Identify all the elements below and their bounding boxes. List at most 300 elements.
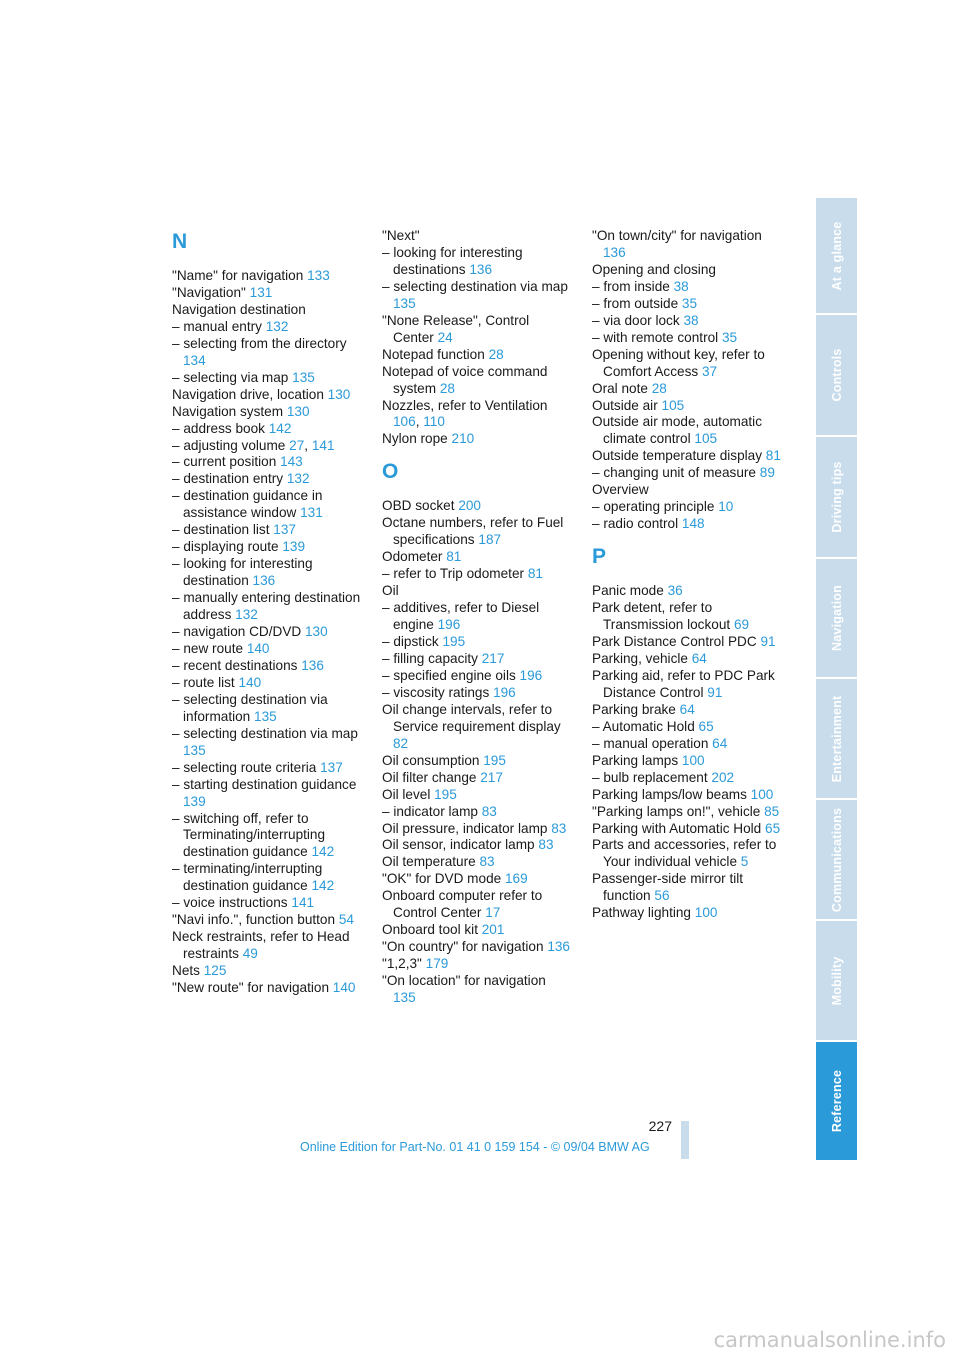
index-entry	[172, 726, 362, 760]
page-separator: ,	[304, 437, 312, 453]
index-entry	[592, 448, 782, 465]
index-entry	[382, 804, 572, 821]
index-entry-text: – selecting route criteria	[172, 759, 321, 775]
index-entry	[592, 279, 782, 296]
index-entry-text: – switching off, refer to Terminating/interrupting destination guidance	[172, 810, 326, 860]
index-entry-text: Overview	[592, 482, 649, 498]
index-entry-text: Outside temperature display	[592, 448, 766, 464]
page-reference-link[interactable]: 132	[265, 318, 289, 334]
page-reference-link[interactable]: 110	[423, 414, 445, 430]
page-reference-link[interactable]: 196	[493, 684, 516, 700]
index-entry-text: Notepad function	[382, 346, 489, 362]
page-reference-link[interactable]: 130	[304, 624, 328, 640]
index-entry-text: – specified engine oils	[382, 667, 520, 683]
index-entry	[172, 438, 362, 455]
page-reference-link[interactable]: 35	[681, 295, 698, 311]
index-entry	[172, 488, 362, 522]
index-entry	[172, 675, 362, 692]
index-entry-text: Outside air mode, automatic climate control	[592, 414, 763, 447]
index-entry-text: – selecting destination via map	[172, 725, 358, 741]
section-tab-driving-tips[interactable]	[816, 437, 857, 559]
index-entry	[172, 963, 362, 980]
index-entry-text: Parking lamps	[592, 752, 682, 768]
page-reference-link[interactable]: 195	[483, 752, 506, 768]
index-entry	[592, 871, 782, 905]
index-entry-text: "On location" for navigation	[382, 973, 546, 989]
index-entry	[172, 692, 362, 726]
page-reference-link[interactable]: 65	[698, 718, 714, 734]
index-entry	[382, 398, 572, 432]
index-entry	[382, 871, 572, 888]
index-entry	[172, 929, 362, 963]
index-entry-text: "On country" for navigation	[382, 939, 548, 955]
index-entry	[382, 431, 572, 448]
index-entry-text: – route list	[172, 674, 239, 690]
page-reference-link[interactable]: 136	[252, 573, 276, 589]
index-entry	[172, 302, 362, 319]
page-reference-link[interactable]: 64	[712, 735, 728, 751]
page-reference-link[interactable]: 27	[289, 437, 305, 453]
index-entry	[382, 956, 572, 973]
index-entry	[592, 313, 782, 330]
footer-edition-note: Online Edition for Part-No. 01 41 0 159 154 - © 09/04 BMW AG	[300, 1140, 650, 1154]
index-entry-text: Nets	[172, 963, 204, 979]
index-entry	[172, 590, 362, 624]
index-entry-text: Panic mode	[592, 583, 668, 599]
page-reference-link[interactable]: 136	[301, 657, 324, 673]
index-entry	[382, 549, 572, 566]
index-entry-text: – destination guidance in assistance window	[172, 488, 323, 521]
index-entry-text: – manually entering destination address	[172, 590, 361, 623]
index-entry	[382, 837, 572, 854]
page-reference-link[interactable]: 35	[721, 329, 738, 345]
section-tabs	[816, 198, 857, 1162]
page-reference-link[interactable]: 217	[481, 650, 505, 666]
index-entry-text: Onboard computer refer to Control Center	[382, 888, 543, 921]
page-reference-link[interactable]: 10	[718, 499, 734, 515]
page-reference-link[interactable]: 100	[681, 752, 705, 768]
page-separator: ,	[415, 414, 424, 430]
index-entry	[172, 980, 362, 997]
index-entry	[382, 600, 572, 634]
index-entry	[592, 634, 782, 651]
index-entry-text: Parking aid, refer to PDC Park Distance Control	[592, 667, 775, 700]
section-tab-label: Communications	[829, 807, 844, 912]
index-entry-text: – selecting from the directory	[172, 335, 347, 351]
index-entry	[172, 285, 362, 302]
page-reference-link[interactable]: 135	[254, 708, 277, 724]
page-reference-link[interactable]: 54	[338, 912, 354, 928]
index-entry	[592, 482, 782, 499]
page-reference-link[interactable]: 200	[458, 498, 481, 514]
index-entry-text: – radio control	[592, 516, 682, 532]
index-entry	[592, 600, 782, 634]
index-entry	[382, 634, 572, 651]
page-reference-link[interactable]: 169	[504, 871, 528, 887]
page-reference-link[interactable]: 141	[291, 895, 315, 911]
page-reference-link[interactable]: 28	[651, 380, 667, 396]
index-entry-text: – Automatic Hold	[592, 718, 699, 734]
page-reference-link[interactable]: 83	[481, 803, 497, 819]
page-reference-link[interactable]: 142	[311, 844, 335, 860]
page-reference-link[interactable]: 143	[280, 454, 303, 470]
section-gap	[592, 533, 782, 543]
page-reference-link[interactable]: 210	[451, 431, 475, 447]
page-reference-link[interactable]: 135	[393, 990, 416, 1006]
section-tab-label: Entertainment	[829, 695, 844, 782]
page-reference-link[interactable]: 132	[235, 607, 258, 623]
page-reference-link[interactable]: 64	[691, 650, 707, 666]
index-entry	[382, 347, 572, 364]
page-reference-link[interactable]: 83	[479, 854, 495, 870]
index-entry	[172, 336, 362, 370]
index-entry	[382, 787, 572, 804]
index-entry-text: Passenger-side mirror tilt function	[592, 871, 744, 904]
index-entry	[172, 454, 362, 471]
index-entry	[592, 228, 782, 262]
index-entry-text: Navigation drive, location	[172, 386, 328, 402]
index-entry	[172, 912, 362, 929]
page-reference-link[interactable]: 89	[759, 465, 775, 481]
index-entry-text: Pathway lighting	[592, 905, 695, 921]
page-reference-link[interactable]: 202	[711, 769, 735, 785]
index-entry-text: – new route	[172, 640, 247, 656]
index-entry	[592, 262, 782, 279]
index-entry	[172, 471, 362, 488]
page-reference-link[interactable]: 139	[282, 539, 306, 555]
index-entry-text: – looking for interesting destination	[172, 556, 313, 589]
index-entry	[172, 404, 362, 421]
index-entry-text: – from outside	[592, 295, 682, 311]
page-reference-link[interactable]: 56	[654, 888, 670, 904]
index-entry-text: Oil level	[382, 786, 435, 802]
index-entry-text: – selecting destination via information	[172, 691, 328, 724]
index-entry-text: Park Distance Control PDC	[592, 634, 761, 650]
index-entry-text: Oil sensor, indicator lamp	[382, 837, 539, 853]
section-tab-mobility[interactable]	[816, 921, 857, 1042]
page-reference-link[interactable]: 5	[740, 854, 749, 870]
page-reference-link[interactable]: 179	[425, 956, 449, 972]
index-entry-text: – selecting via map	[172, 369, 293, 385]
index-entry-text: "Parking lamps on!", vehicle	[592, 803, 765, 819]
index-entry	[382, 566, 572, 583]
page-reference-link[interactable]: 132	[286, 471, 310, 487]
index-entry-text: – indicator lamp	[382, 803, 482, 819]
index-entry-text: – starting destination guidance	[172, 776, 357, 792]
page-reference-link[interactable]: 64	[679, 701, 695, 717]
index-entry	[172, 421, 362, 438]
index-entry-text: Navigation destination	[172, 301, 306, 317]
index-entry-text: – address book	[172, 420, 269, 436]
page-reference-link[interactable]: 148	[681, 516, 705, 532]
index-entry-text: Oral note	[592, 380, 652, 396]
index-entry	[172, 658, 362, 675]
index-entry-text: Oil filter change	[382, 769, 481, 785]
index-entry-text: Parking brake	[592, 701, 680, 717]
page-reference-link[interactable]: 131	[249, 284, 273, 300]
page-reference-link[interactable]: 195	[442, 634, 466, 650]
page-reference-link[interactable]: 134	[183, 352, 206, 368]
index-entry-text: – selecting destination via map	[382, 278, 568, 294]
index-entry	[172, 387, 362, 404]
page-reference-link[interactable]: 17	[485, 905, 501, 921]
section-tab-navigation[interactable]	[816, 559, 857, 679]
index-entry-text: "OK" for DVD mode	[382, 871, 505, 887]
index-entry-text: Outside air	[592, 397, 662, 413]
page-reference-link[interactable]: 38	[673, 278, 689, 294]
index-entry-text: – manual entry	[172, 318, 266, 334]
index-entry	[592, 516, 782, 533]
index-entry	[382, 498, 572, 515]
index-entry	[592, 414, 782, 448]
index-entry	[592, 804, 782, 821]
section-tab-at-a-glance[interactable]	[816, 198, 857, 315]
page-reference-link[interactable]: 83	[551, 820, 567, 836]
page-reference-link[interactable]: 196	[437, 617, 461, 633]
page-reference-link[interactable]: 187	[478, 532, 502, 548]
index-entry	[382, 515, 572, 549]
index-entry	[172, 319, 362, 336]
page-reference-link[interactable]: 65	[765, 820, 781, 836]
page-reference-link[interactable]: 125	[203, 963, 227, 979]
index-entry-text: Oil consumption	[382, 752, 484, 768]
index-entry-text: OBD socket	[382, 498, 459, 514]
section-tab-label: Mobility	[829, 956, 844, 1005]
watermark: carmanualsonline.info	[713, 1328, 946, 1352]
index-entry-text: "1,2,3"	[382, 956, 426, 972]
page-reference-link[interactable]: 139	[183, 793, 206, 809]
index-entry-text: – manual operation	[592, 735, 713, 751]
page-reference-link[interactable]: 81	[765, 448, 781, 464]
index-entry	[382, 668, 572, 685]
index-entry	[592, 398, 782, 415]
index-entry	[382, 685, 572, 702]
page-reference-link[interactable]: 81	[446, 549, 462, 565]
index-entry-text: – additives, refer to Diesel engine	[382, 600, 540, 633]
index-entry-text: Parking lamps/low beams	[592, 786, 751, 802]
page-reference-link[interactable]: 133	[307, 268, 330, 283]
page-reference-link[interactable]: 141	[311, 437, 335, 453]
index-column-3	[592, 228, 782, 922]
index-entry	[172, 760, 362, 777]
page-reference-link[interactable]: 142	[268, 420, 292, 436]
index-entry	[592, 668, 782, 702]
index-entry	[172, 539, 362, 556]
page-reference-link[interactable]: 28	[488, 346, 504, 362]
page-reference-link[interactable]: 36	[667, 583, 683, 599]
index-entry	[382, 228, 572, 245]
index-entry-text: – filling capacity	[382, 650, 482, 666]
page-reference-link[interactable]: 131	[300, 505, 323, 521]
index-entry	[172, 641, 362, 658]
index-entry-text: – from inside	[592, 278, 674, 294]
page-reference-link[interactable]: 38	[683, 312, 699, 328]
index-entry	[172, 556, 362, 590]
index-entry	[382, 651, 572, 668]
page-reference-link[interactable]: 105	[661, 397, 685, 413]
page-reference-link[interactable]: 100	[750, 786, 774, 802]
index-entry	[592, 719, 782, 736]
index-entry	[172, 895, 362, 912]
index-entry-text: Opening without key, refer to Comfort Access	[592, 346, 765, 379]
index-letter-heading: P	[592, 545, 607, 569]
index-entry-text: – displaying route	[172, 539, 283, 555]
index-entry	[382, 279, 572, 313]
page-reference-link[interactable]: 85	[764, 803, 780, 819]
index-entry	[382, 973, 572, 1007]
index-entry-text: – navigation CD/DVD	[172, 624, 305, 640]
index-entry-text: Parts and accessories, refer to Your individual vehicle	[592, 837, 777, 870]
page-reference-link[interactable]: 140	[332, 980, 356, 996]
page-reference-link[interactable]: 136	[547, 939, 570, 955]
index-entry-text: Parking with Automatic Hold	[592, 820, 766, 836]
page-number: 227	[648, 1118, 672, 1134]
section-tab-label: Reference	[829, 1069, 844, 1133]
section-gap	[382, 448, 572, 458]
page-reference-link[interactable]: 49	[242, 946, 258, 962]
index-entry	[592, 770, 782, 787]
index-column-2	[382, 228, 572, 1007]
index-entry-text: Nozzles, refer to Ventilation	[382, 397, 548, 413]
index-entry-text: – bulb replacement	[592, 769, 712, 785]
index-entry-text: Neck restraints, refer to Head restraints	[172, 929, 350, 962]
index-entry	[382, 583, 572, 600]
page-reference-link[interactable]: 135	[292, 369, 315, 385]
page-reference-link[interactable]: 24	[437, 329, 453, 345]
index-entry	[382, 922, 572, 939]
page-reference-link[interactable]: 69	[733, 617, 750, 633]
page-reference-link[interactable]: 37	[701, 363, 718, 379]
index-entry-text: – via door lock	[592, 312, 684, 328]
page-reference-link[interactable]: 106	[393, 414, 416, 430]
page-reference-link[interactable]: 135	[183, 742, 206, 758]
index-entry	[382, 245, 572, 279]
index-entry-text: Nylon rope	[382, 431, 452, 447]
page-reference-link[interactable]: 82	[393, 735, 409, 751]
page-reference-link[interactable]: 217	[480, 769, 503, 785]
index-entry	[382, 364, 572, 398]
index-letter-heading: N	[172, 230, 188, 253]
index-entry	[172, 268, 362, 285]
page-reference-link[interactable]: 140	[238, 674, 262, 690]
index-entry-text: "Next"	[382, 228, 420, 243]
index-entry	[592, 905, 782, 922]
index-entry	[592, 753, 782, 770]
index-entry	[172, 777, 362, 811]
index-entry	[382, 821, 572, 838]
section-tab-communications[interactable]	[816, 800, 857, 921]
page-reference-link[interactable]: 142	[311, 878, 335, 894]
page-reference-link[interactable]: 83	[538, 837, 554, 853]
page-reference-link[interactable]: 137	[320, 759, 343, 775]
page-reference-link[interactable]: 100	[694, 905, 718, 921]
index-entry-text: – looking for interesting destinations	[382, 244, 523, 277]
index-entry-text: "New route" for navigation	[172, 980, 333, 996]
page-reference-link[interactable]: 137	[273, 522, 296, 538]
index-entry-text: – current position	[172, 454, 281, 470]
index-entry	[382, 888, 572, 922]
page-reference-link[interactable]: 135	[393, 295, 416, 311]
index-entry	[592, 499, 782, 516]
index-entry	[592, 821, 782, 838]
page-reference-link[interactable]: 140	[246, 640, 270, 656]
index-entry-text: Parking, vehicle	[592, 650, 692, 666]
index-entry	[592, 296, 782, 313]
page-reference-link[interactable]: 130	[327, 386, 351, 402]
index-entry	[382, 854, 572, 871]
page-reference-link[interactable]: 201	[481, 922, 505, 938]
index-letter-heading: O	[382, 460, 399, 484]
index-entry	[172, 861, 362, 895]
index-entry	[172, 370, 362, 387]
index-entry	[592, 837, 782, 871]
section-tab-controls[interactable]	[816, 315, 857, 437]
index-entry	[592, 347, 782, 381]
index-entry	[382, 770, 572, 787]
page-reference-link[interactable]: 196	[519, 667, 543, 683]
page-reference-link[interactable]: 91	[707, 684, 723, 700]
page-reference-link[interactable]: 105	[694, 431, 718, 447]
page-reference-link[interactable]: 130	[286, 403, 310, 419]
page-reference-link[interactable]: 195	[434, 786, 457, 802]
section-tab-reference[interactable]	[816, 1042, 857, 1162]
page-reference-link[interactable]: 91	[760, 634, 776, 650]
index-entry-text: Navigation system	[172, 403, 287, 419]
page-number-bar	[681, 1121, 689, 1159]
index-entry-text: Oil change intervals, refer to Service requirement display	[382, 701, 561, 734]
index-entry	[592, 330, 782, 347]
index-entry-text: – with remote control	[592, 329, 722, 345]
index-entry-text: "Navi info.", function button	[172, 912, 339, 928]
section-tab-entertainment[interactable]	[816, 679, 857, 800]
index-entry-text: "Navigation"	[172, 284, 250, 300]
index-entry-text: – changing unit of measure	[592, 465, 760, 481]
index-entry-text: – recent destinations	[172, 657, 302, 673]
index-entry-text: Onboard tool kit	[382, 922, 482, 938]
index-entry-text: Opening and closing	[592, 261, 716, 277]
index-entry	[592, 465, 782, 482]
index-entry	[592, 583, 782, 600]
index-entry	[592, 651, 782, 668]
page-reference-link[interactable]: 136	[469, 261, 493, 277]
index-entry-text: – viscosity ratings	[382, 684, 494, 700]
index-entry	[172, 624, 362, 641]
index-entry-text: "None Release", Control Center	[382, 312, 530, 345]
index-column-1	[172, 228, 362, 997]
index-entry	[592, 381, 782, 398]
index-entry-text: Park detent, refer to Transmission lockout	[592, 600, 734, 633]
index-entry	[172, 522, 362, 539]
index-entry	[382, 313, 572, 347]
index-entry-text: – operating principle	[592, 499, 719, 515]
index-entry-text: Oil	[382, 583, 399, 599]
page-reference-link[interactable]: 81	[527, 566, 543, 582]
index-entry-text: Oil pressure, indicator lamp	[382, 820, 552, 836]
index-entry	[382, 702, 572, 753]
page-reference-link[interactable]: 28	[439, 380, 455, 396]
index-entry-text: "On town/city" for navigation	[592, 228, 762, 243]
index-entry-text: Octane numbers, refer to Fuel specifications	[382, 515, 564, 548]
index-entry-text: Notepad of voice command system	[382, 363, 548, 396]
page-reference-link[interactable]: 136	[603, 244, 626, 260]
index-entry-text: – terminating/interrupting destination guidance	[172, 861, 323, 894]
index-entry-text: – destination entry	[172, 471, 287, 487]
section-tab-label: At a glance	[829, 221, 844, 290]
index-entry-text: Oil temperature	[382, 854, 480, 870]
index-entry	[382, 753, 572, 770]
section-tab-label: Controls	[829, 348, 844, 402]
index-entry-text: – voice instructions	[172, 895, 292, 911]
